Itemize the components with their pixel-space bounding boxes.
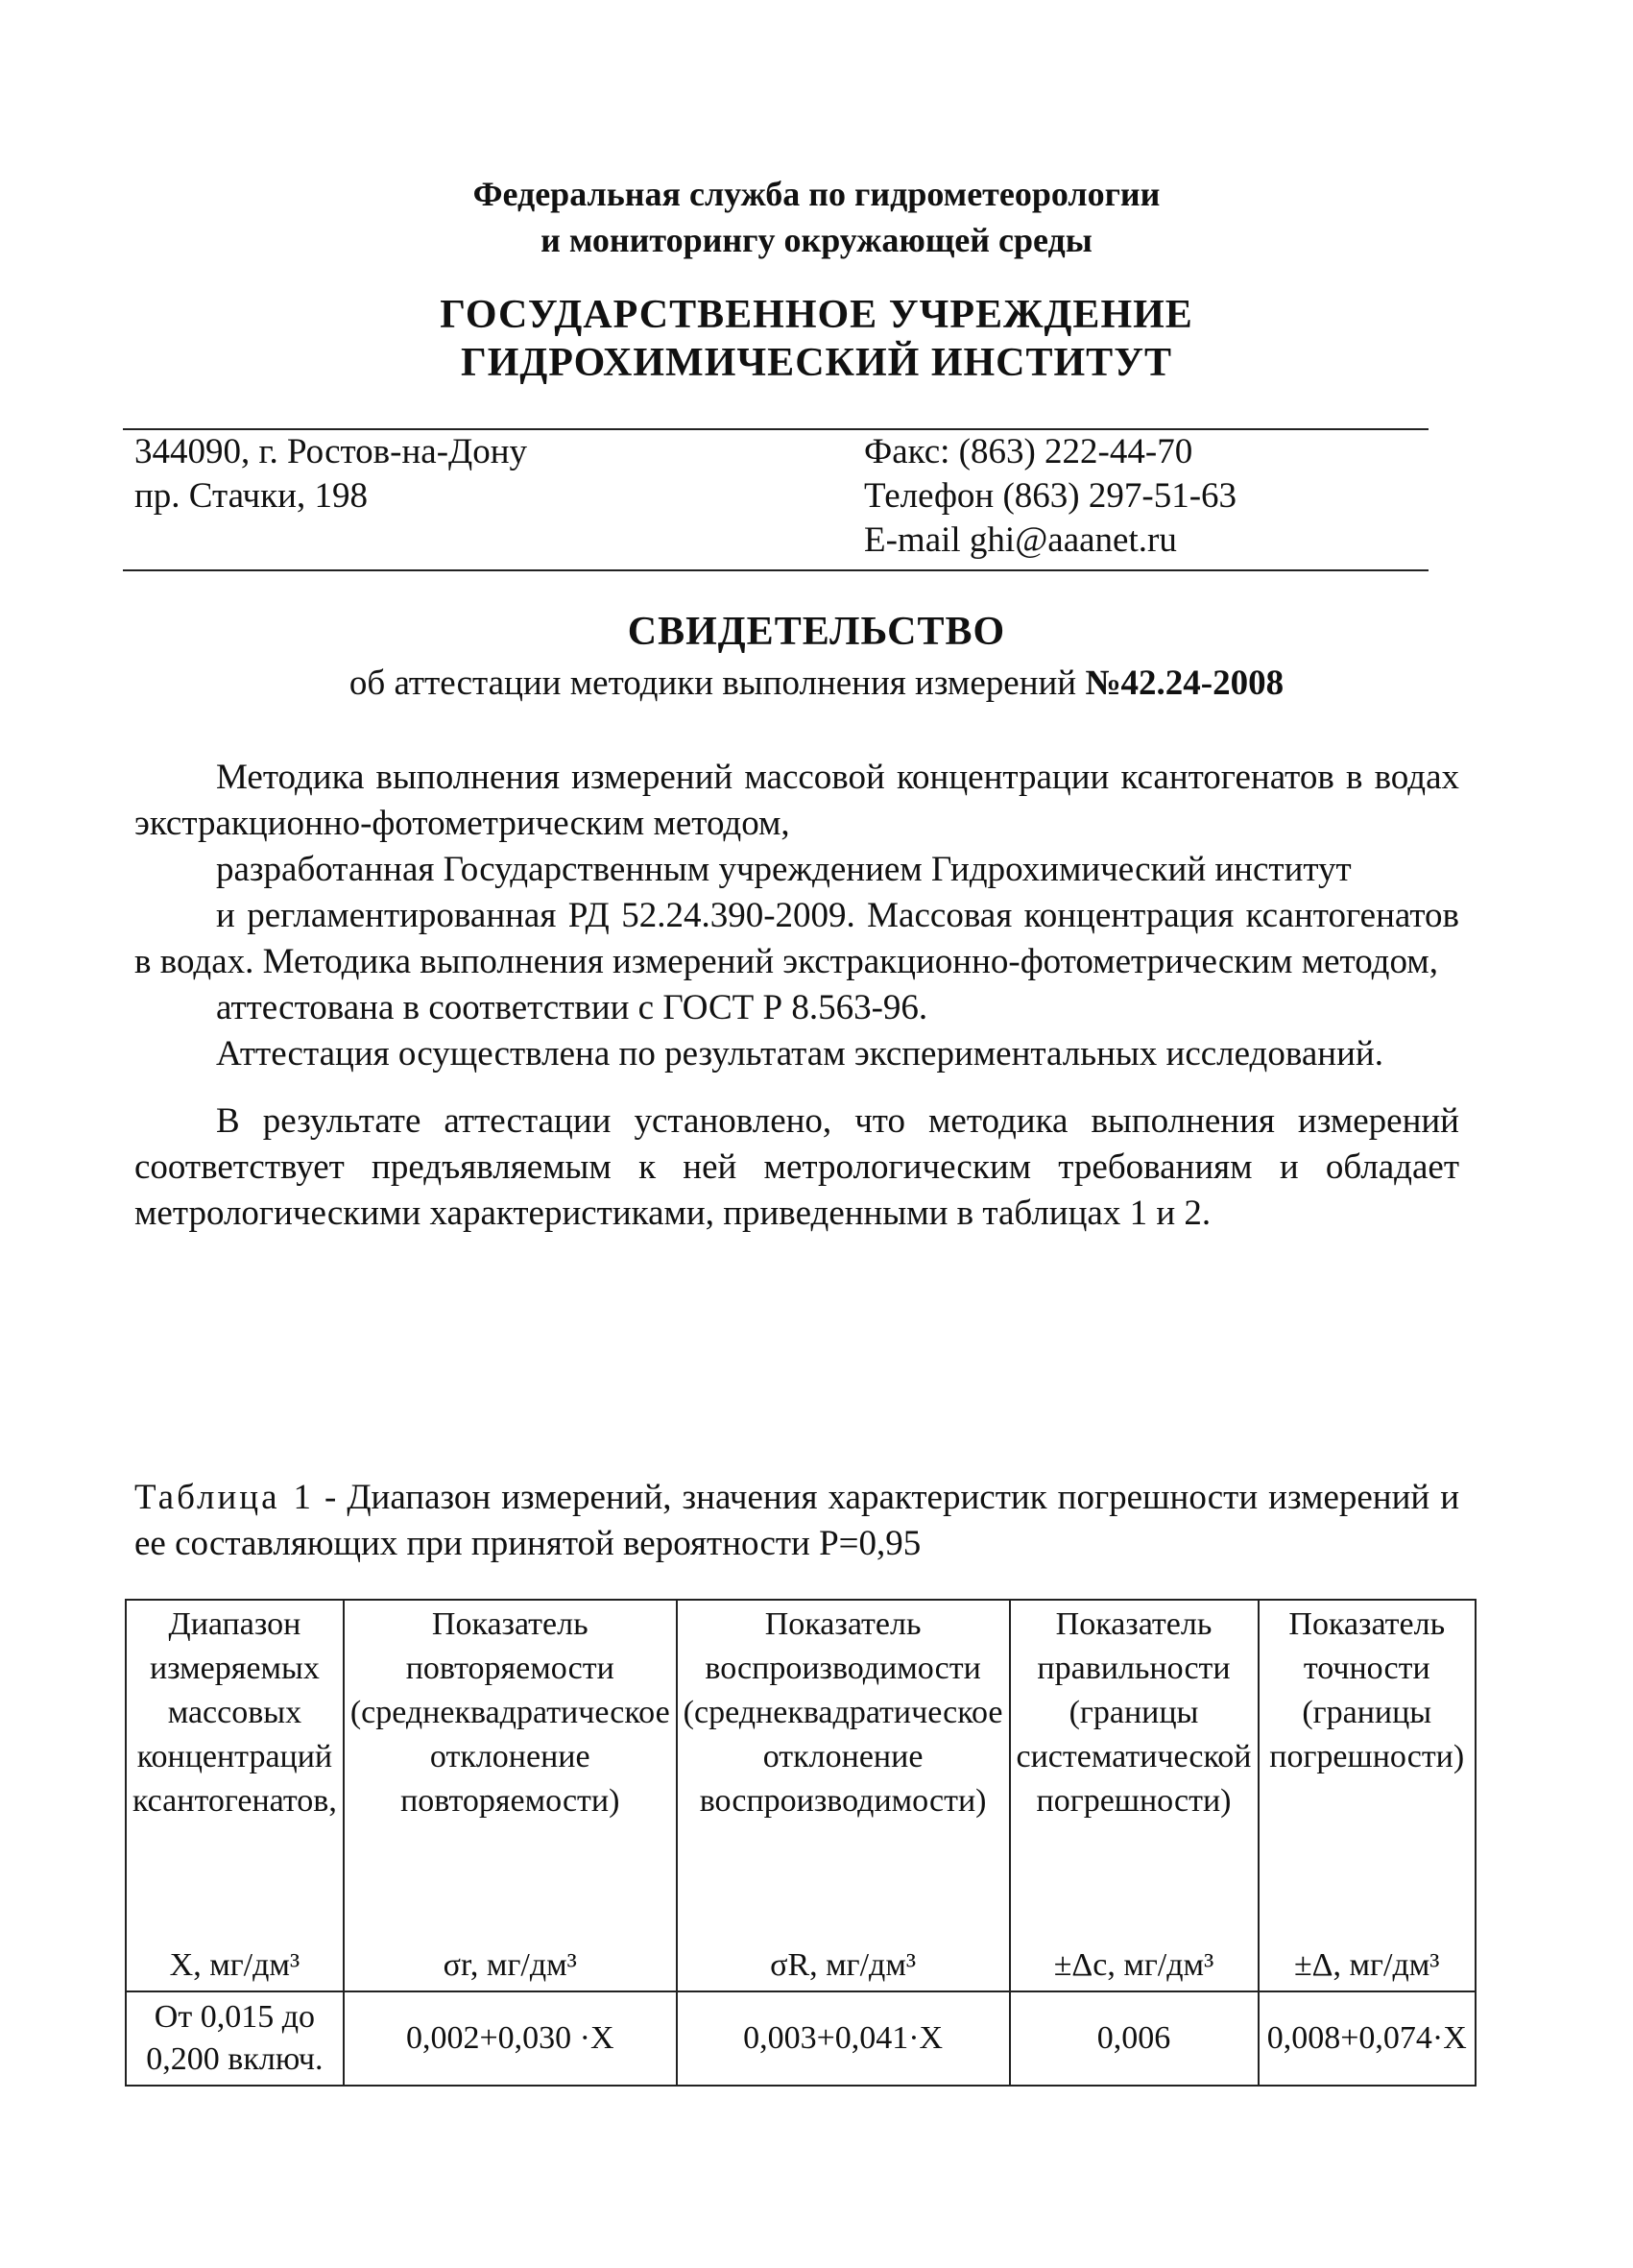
header-range-text: Диапазон измеряемых массовых концентраций ксантогенатов, xyxy=(132,1606,337,1819)
body-paragraph-gost: аттестована в соответствии с ГОСТ Р 8.563-96. xyxy=(216,988,928,1027)
header-trueness-text: Показатель правильности (границы систематической погрешности) xyxy=(1016,1606,1252,1819)
header-reproducibility-text: Показатель воспроизводимости (среднеквадратическое отклонение воспроизводимости) xyxy=(683,1606,1003,1819)
certificate-body xyxy=(134,755,1459,1237)
table-caption-label: Таблица 1 xyxy=(134,1478,314,1517)
institute-heading xyxy=(0,291,1633,387)
certificate-subtitle xyxy=(0,661,1633,707)
header-repeatability-unit: σr, мг/дм³ xyxy=(443,1947,577,1983)
body-paragraph-method: Методика выполнения измерений массовой концентрации ксантогенатов в водах экстракционно-фотометрическим методом, xyxy=(134,758,1459,843)
header-range-unit: X, мг/дм³ xyxy=(169,1947,300,1983)
certificate-title: СВИДЕТЕЛЬСТВО xyxy=(627,610,1006,654)
header-accuracy-text: Показатель точности (границы погрешности) xyxy=(1269,1606,1465,1774)
table-row xyxy=(126,1991,1476,2086)
header-repeatability xyxy=(344,1600,677,1991)
header-range xyxy=(126,1600,344,1991)
cell-reproducibility: 0,003+0,041·X xyxy=(677,1991,1010,2086)
address-line-1: 344090, г. Ростов-на-Дону xyxy=(134,432,528,471)
certificate-subtitle-text: об аттестации методики выполнения измерений xyxy=(348,664,1077,703)
address-line-2: пр. Стачки, 198 xyxy=(134,476,368,516)
email-address: E-mail ghi@aaanet.ru xyxy=(864,520,1177,560)
body-paragraph-result: В результате аттестации установлено, что методика выполнения измерений соответствует предъявляемым к ней метрологическим требованиям и обладает метрологическими характеристиками, приведенными в таблицах 1 и 2. xyxy=(134,1101,1459,1233)
cell-repeatability: 0,002+0,030 ·X xyxy=(344,1991,677,2086)
table-caption-text: - Диапазон измерений, значения характеристик погрешности измерений и ее составляющих при принятой вероятности Р=0,95 xyxy=(134,1478,1459,1563)
header-accuracy xyxy=(1259,1600,1477,1991)
table-header-row xyxy=(126,1600,1476,1991)
contact-info xyxy=(864,430,1237,563)
cell-range: От 0,015 до 0,200 включ. xyxy=(126,1991,344,2086)
cell-trueness: 0,006 xyxy=(1010,1991,1259,2086)
body-paragraph-developer: разработанная Государственным учреждением Гидрохимический институт xyxy=(216,850,1352,889)
institute-line-1: ГОСУДАРСТВЕННОЕ УЧРЕЖДЕНИЕ xyxy=(440,293,1193,337)
header-repeatability-text: Показатель повторяемости (среднеквадратическое отклонение повторяемости) xyxy=(349,1606,670,1819)
fax-number: Факс: (863) 222-44-70 xyxy=(864,432,1193,471)
certificate-number: №42.24-2008 xyxy=(1085,664,1285,703)
header-divider-bottom xyxy=(123,569,1429,571)
body-paragraph-attestation: Аттестация осуществлена по результатам экспериментальных исследований. xyxy=(216,1034,1383,1074)
metrology-table xyxy=(125,1599,1477,2087)
header-trueness xyxy=(1010,1600,1259,1991)
agency-line-2: и мониторингу окружающей среды xyxy=(540,221,1093,259)
agency-heading xyxy=(0,171,1633,263)
header-reproducibility-unit: σR, мг/дм³ xyxy=(770,1947,917,1983)
institute-line-2: ГИДРОХИМИЧЕСКИЙ ИНСТИТУТ xyxy=(460,341,1173,385)
cell-accuracy: 0,008+0,074·X xyxy=(1259,1991,1477,2086)
header-reproducibility xyxy=(677,1600,1010,1991)
phone-number: Телефон (863) 297-51-63 xyxy=(864,476,1237,516)
body-paragraph-regulation: и регламентированная РД 52.24.390-2009. Массовая концентрация ксантогенатов в водах. Методика выполнения измерений экстракционно-фотометрическим методом, xyxy=(134,896,1459,981)
header-accuracy-unit: ±Δ, мг/дм³ xyxy=(1294,1947,1440,1983)
postal-address xyxy=(134,430,527,519)
header-trueness-unit: ±Δc, мг/дм³ xyxy=(1053,1947,1214,1983)
agency-line-1: Федеральная служба по гидрометеорологии xyxy=(472,175,1161,213)
table-caption xyxy=(134,1475,1459,1567)
